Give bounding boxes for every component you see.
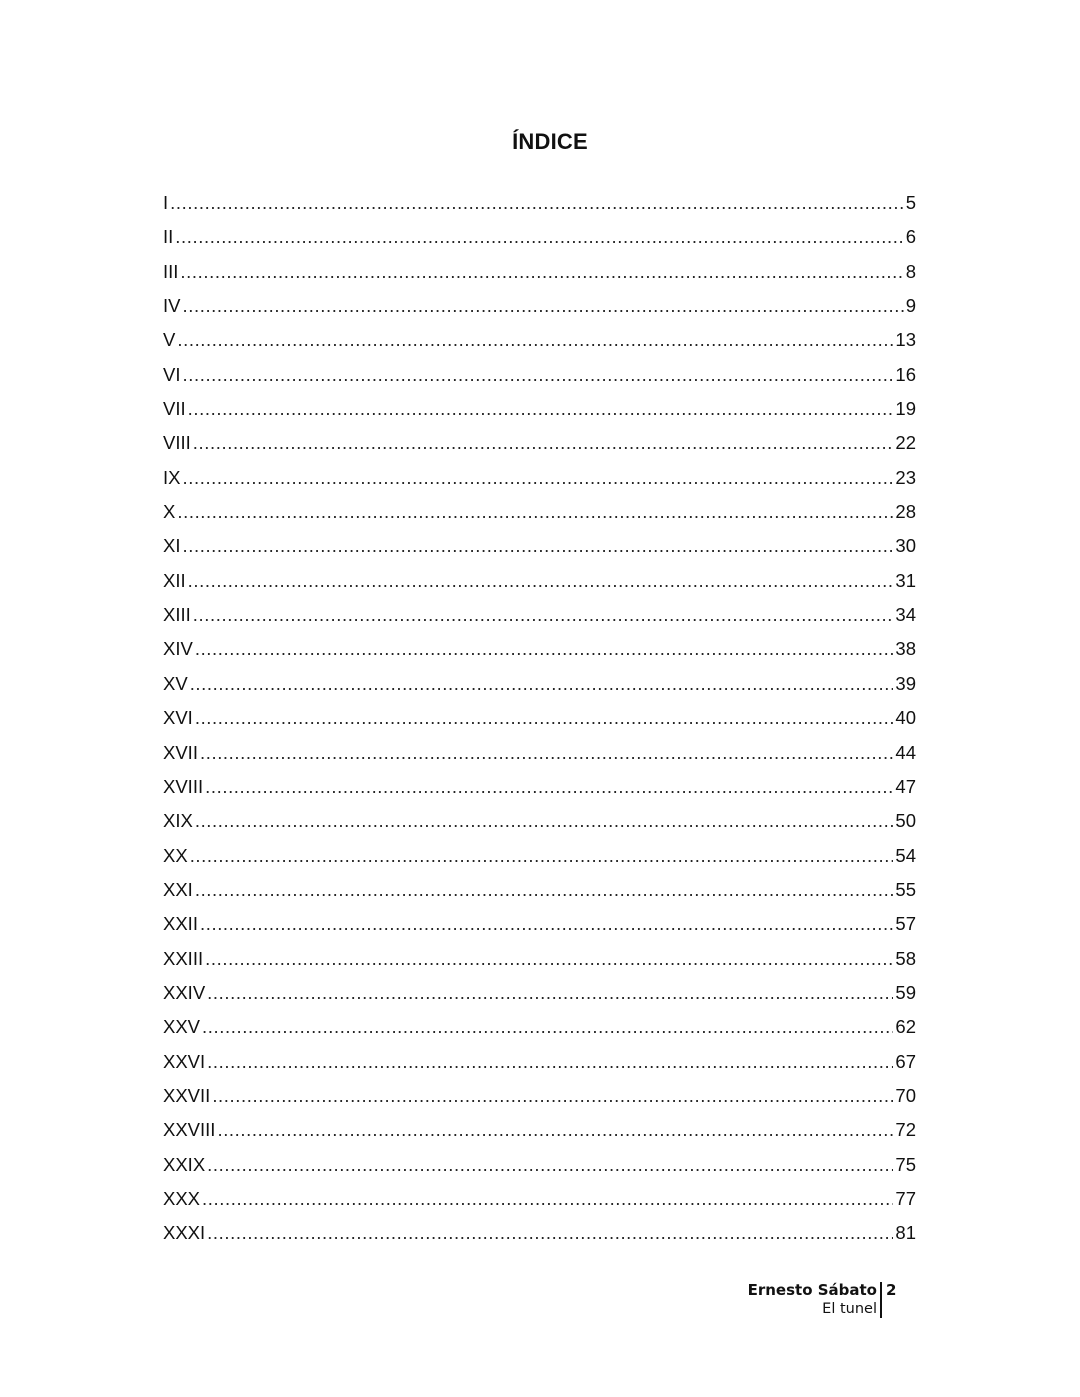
toc-dot-leader <box>195 804 894 838</box>
toc-dot-leader <box>182 529 893 563</box>
toc-entry-label: XVIII <box>163 775 204 797</box>
toc-entry-label: XVI <box>163 707 193 729</box>
toc-entry-label: XXII <box>163 913 198 935</box>
toc-entry-page: 31 <box>895 569 916 591</box>
toc-entry-label: II <box>163 226 174 248</box>
toc-entry-label: XXI <box>163 878 193 900</box>
toc-dot-leader <box>207 976 893 1010</box>
toc-entry-label: XXV <box>163 1016 201 1038</box>
toc-dot-leader <box>205 770 893 804</box>
table-of-contents <box>163 186 916 1251</box>
toc-entry[interactable] <box>163 667 916 701</box>
footer-book-title: El tunel <box>822 1301 877 1317</box>
toc-entry[interactable] <box>163 1045 916 1079</box>
toc-entry-page: 39 <box>895 672 916 694</box>
toc-entry-page: 5 <box>905 192 916 213</box>
toc-entry-page: 67 <box>895 1050 916 1072</box>
toc-dot-leader <box>207 1148 893 1182</box>
toc-entry[interactable] <box>163 976 916 1010</box>
toc-dot-leader <box>195 701 894 735</box>
toc-dot-leader <box>188 392 894 426</box>
footer-text <box>748 1280 877 1318</box>
toc-dot-leader <box>182 358 893 392</box>
toc-dot-leader <box>182 461 893 495</box>
toc-entry[interactable] <box>163 289 916 323</box>
toc-dot-leader <box>177 495 893 529</box>
toc-dot-leader <box>195 873 894 907</box>
toc-entry[interactable] <box>163 255 916 289</box>
toc-entry-page: 57 <box>895 913 916 935</box>
toc-entry-page: 30 <box>895 535 916 557</box>
toc-entry-page: 58 <box>895 947 916 969</box>
toc-entry-page: 75 <box>895 1153 916 1175</box>
toc-dot-leader <box>212 1079 893 1113</box>
toc-dot-leader <box>193 598 894 632</box>
toc-dot-leader <box>200 736 893 770</box>
toc-entry[interactable] <box>163 529 916 563</box>
toc-entry-label: XXXI <box>163 1222 206 1244</box>
toc-entry[interactable] <box>163 701 916 735</box>
toc-entry-page: 70 <box>895 1084 916 1106</box>
toc-dot-leader <box>177 323 893 357</box>
toc-entry[interactable] <box>163 598 916 632</box>
toc-dot-leader <box>188 564 894 598</box>
toc-entry[interactable] <box>163 1010 916 1044</box>
toc-entry[interactable] <box>163 632 916 666</box>
toc-entry-page: 9 <box>905 295 916 317</box>
toc-entry-label: XXVI <box>163 1050 206 1072</box>
toc-entry[interactable] <box>163 942 916 976</box>
toc-entry-page: 22 <box>895 432 916 454</box>
toc-dot-leader <box>200 907 893 941</box>
toc-entry-page: 77 <box>895 1187 916 1209</box>
toc-entry-label: I <box>163 192 169 213</box>
toc-entry-page: 6 <box>905 226 916 248</box>
toc-entry[interactable] <box>163 1182 916 1216</box>
toc-entry[interactable] <box>163 873 916 907</box>
toc-entry-label: XXVII <box>163 1084 211 1106</box>
toc-entry-label: XXIX <box>163 1153 206 1175</box>
toc-entry-label: XI <box>163 535 181 557</box>
toc-entry-page: 72 <box>895 1119 916 1141</box>
toc-dot-leader <box>195 632 894 666</box>
toc-entry[interactable] <box>163 426 916 460</box>
toc-entry-page: 55 <box>895 878 916 900</box>
toc-entry[interactable] <box>163 323 916 357</box>
toc-entry-label: VII <box>163 398 186 420</box>
toc-entry-label: IV <box>163 295 181 317</box>
toc-entry-page: 40 <box>895 707 916 729</box>
footer-page-number: 2 <box>886 1281 897 1299</box>
footer-divider <box>880 1282 882 1318</box>
toc-entry[interactable] <box>163 839 916 873</box>
toc-dot-leader <box>202 1010 893 1044</box>
toc-dot-leader <box>205 942 893 976</box>
toc-entry[interactable] <box>163 804 916 838</box>
toc-entry[interactable] <box>163 495 916 529</box>
toc-entry[interactable] <box>163 907 916 941</box>
toc-entry-label: XX <box>163 844 188 866</box>
toc-dot-leader <box>193 426 894 460</box>
toc-entry-label: XII <box>163 569 186 591</box>
toc-entry-label: XXX <box>163 1187 201 1209</box>
toc-entry-label: X <box>163 501 176 523</box>
toc-entry[interactable] <box>163 186 916 220</box>
toc-entry-page: 50 <box>895 810 916 832</box>
toc-dot-leader <box>190 667 894 701</box>
toc-entry-page: 38 <box>895 638 916 660</box>
toc-entry[interactable] <box>163 1079 916 1113</box>
toc-entry[interactable] <box>163 770 916 804</box>
toc-entry-label: IX <box>163 466 181 488</box>
toc-dot-leader <box>170 186 904 220</box>
toc-entry-page: 8 <box>905 260 916 282</box>
toc-entry-page: 54 <box>895 844 916 866</box>
toc-entry-label: III <box>163 260 179 282</box>
toc-entry-page: 19 <box>895 398 916 420</box>
toc-entry-page: 16 <box>895 363 916 385</box>
toc-entry-label: XIX <box>163 810 193 832</box>
toc-entry-page: 23 <box>895 466 916 488</box>
toc-entry-label: VI <box>163 363 181 385</box>
toc-dot-leader <box>202 1182 893 1216</box>
toc-entry[interactable] <box>163 461 916 495</box>
toc-entry-label: XXVIII <box>163 1119 216 1141</box>
toc-dot-leader <box>207 1045 893 1079</box>
toc-entry[interactable] <box>163 736 916 770</box>
toc-entry-page: 81 <box>895 1222 916 1244</box>
toc-dot-leader <box>175 220 903 254</box>
toc-entry-page: 59 <box>895 981 916 1003</box>
toc-entry-page: 34 <box>895 604 916 626</box>
toc-entry-page: 62 <box>895 1016 916 1038</box>
toc-entry[interactable] <box>163 1113 916 1147</box>
toc-dot-leader <box>217 1113 893 1147</box>
toc-entry-label: VIII <box>163 432 191 454</box>
toc-entry-page: 28 <box>895 501 916 523</box>
toc-entry-label: XIII <box>163 604 191 626</box>
toc-dot-leader <box>190 839 894 873</box>
page-footer <box>700 1280 900 1322</box>
toc-entry[interactable] <box>163 392 916 426</box>
toc-entry-page: 47 <box>895 775 916 797</box>
page-title: ÍNDICE <box>512 128 588 154</box>
toc-dot-leader <box>180 255 903 289</box>
toc-entry-label: XXIII <box>163 947 204 969</box>
toc-entry[interactable] <box>163 358 916 392</box>
toc-entry-label: V <box>163 329 176 351</box>
toc-dot-leader <box>207 1216 893 1250</box>
toc-dot-leader <box>182 289 903 323</box>
toc-entry[interactable] <box>163 1216 916 1250</box>
toc-entry-page: 44 <box>895 741 916 763</box>
toc-entry[interactable] <box>163 220 916 254</box>
toc-entry-label: XV <box>163 672 188 694</box>
toc-entry[interactable] <box>163 564 916 598</box>
toc-entry[interactable] <box>163 1148 916 1182</box>
toc-entry-label: XIV <box>163 638 193 660</box>
toc-entry-label: XXIV <box>163 981 206 1003</box>
toc-entry-label: XVII <box>163 741 198 763</box>
toc-entry-page: 13 <box>895 329 916 351</box>
footer-author: Ernesto Sábato <box>747 1281 877 1299</box>
